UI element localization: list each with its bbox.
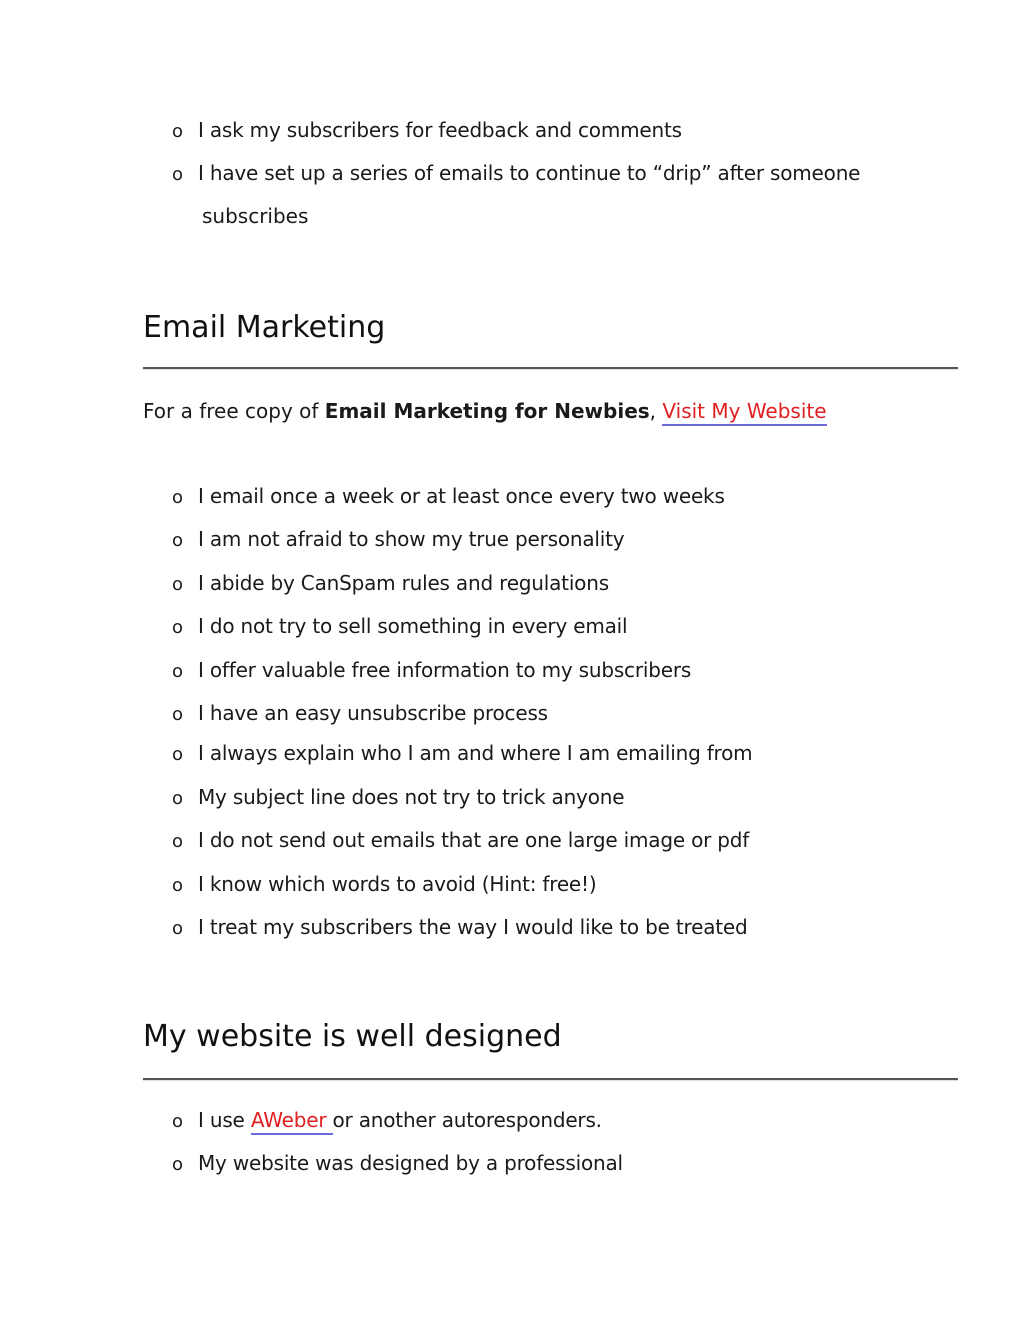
list-item	[172, 701, 548, 727]
list-item-text: I offer valuable free information to my subscribers	[198, 658, 692, 682]
bullet-marker: o	[172, 831, 183, 852]
section-divider	[143, 367, 958, 369]
list-item-text: I have an easy unsubscribe process	[198, 701, 548, 725]
list-item	[172, 1151, 623, 1177]
bullet-marker: o	[172, 918, 183, 939]
bullet-marker: o	[172, 744, 183, 765]
intro-paragraph	[143, 399, 827, 423]
section-divider	[143, 1078, 958, 1080]
bullet-marker: o	[172, 487, 183, 508]
bullet-marker: o	[172, 164, 183, 185]
bullet-marker: o	[172, 661, 183, 682]
list-item-text-prefix: I use	[198, 1108, 251, 1132]
bullet-marker: o	[172, 788, 183, 809]
list-item-text: I am not afraid to show my true personality	[198, 527, 625, 551]
bullet-marker: o	[172, 574, 183, 595]
bullet-marker: o	[172, 1154, 183, 1175]
list-item-text: My subject line does not try to trick anyone	[198, 785, 625, 809]
list-item	[172, 614, 627, 640]
bullet-marker: o	[172, 530, 183, 551]
list-item	[172, 785, 624, 811]
bullet-marker: o	[172, 121, 183, 142]
list-item-continuation: subscribes	[202, 204, 309, 228]
list-item-text: My website was designed by a professional	[198, 1151, 623, 1175]
list-item	[172, 915, 748, 941]
list-item-text: I abide by CanSpam rules and regulations	[198, 571, 609, 595]
visit-website-link[interactable]: Visit My Website	[662, 399, 826, 426]
list-item	[172, 527, 624, 553]
intro-bold-title: Email Marketing for Newbies	[324, 399, 650, 423]
list-item-text: I have set up a series of emails to continue to “drip” after someone	[198, 161, 861, 185]
section-heading-website: My website is well designed	[143, 1019, 562, 1054]
list-item-text: I treat my subscribers the way I would like to be treated	[198, 915, 748, 939]
list-item-text: I email once a week or at least once every two weeks	[198, 484, 725, 508]
intro-prefix: For a free copy of	[143, 399, 325, 423]
bullet-marker: o	[172, 704, 183, 725]
bullet-marker: o	[172, 1111, 183, 1132]
bullet-marker: o	[172, 617, 183, 638]
list-item-text: I ask my subscribers for feedback and comments	[198, 118, 682, 142]
section-heading-email-marketing: Email Marketing	[143, 310, 386, 345]
list-item-text: I do not try to sell something in every email	[198, 614, 628, 638]
list-item	[172, 571, 609, 597]
intro-separator: ,	[649, 399, 663, 423]
list-item	[172, 484, 725, 510]
list-item	[172, 118, 682, 144]
bullet-marker: o	[172, 875, 183, 896]
list-item	[172, 828, 749, 854]
list-item	[172, 872, 596, 898]
list-item-text: I always explain who I am and where I am emailing from	[198, 741, 753, 765]
aweber-link[interactable]: AWeber	[251, 1108, 333, 1135]
list-item-text: I know which words to avoid (Hint: free!)	[198, 872, 597, 896]
list-item	[172, 741, 752, 767]
list-item-text: I do not send out emails that are one large image or pdf	[198, 828, 750, 852]
list-item	[172, 161, 860, 187]
list-item	[172, 658, 691, 684]
list-item	[172, 1108, 602, 1134]
list-item-text-suffix: or another autoresponders.	[332, 1108, 602, 1132]
